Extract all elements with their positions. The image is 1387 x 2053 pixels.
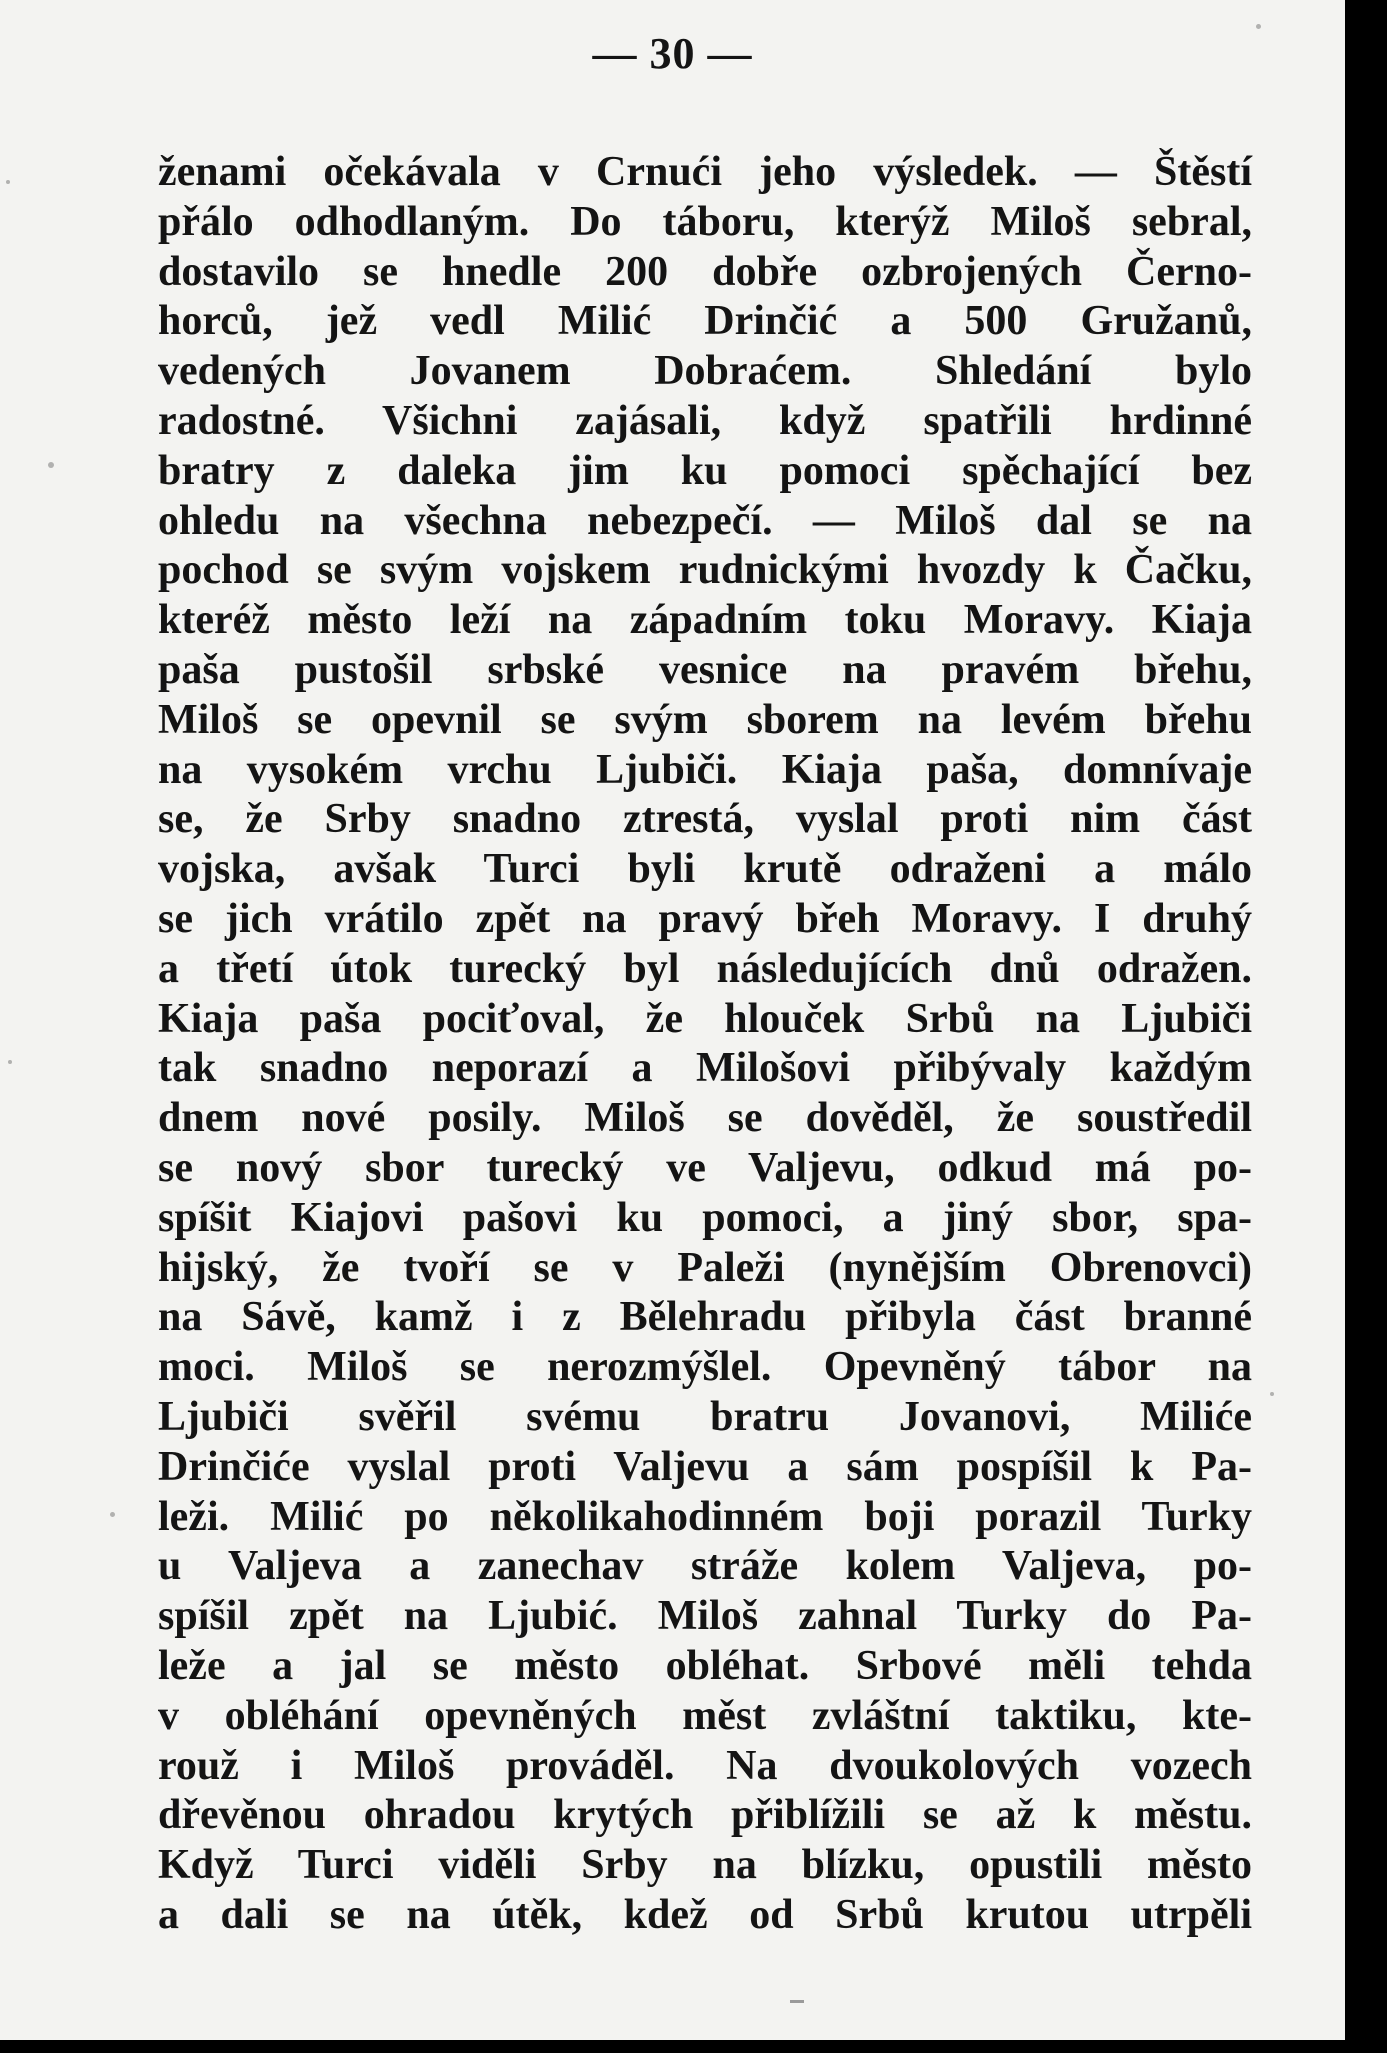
text-line: spíšil zpět na Ljubić. Miloš zahnal Turky do Pa- <box>158 1593 1252 1640</box>
text-line: Ljubiči svěřil svému bratru Jovanovi, Miliće <box>158 1393 1252 1440</box>
text-line: spíšit Kiajovi pašovi ku pomoci, a jiný sbor, spa- <box>158 1194 1252 1241</box>
text-line: dnem nové posily. Miloš se dověděl, že soustředil <box>158 1095 1252 1142</box>
text-line: přálo odhodlaným. Do táboru, kterýž Miloš sebral, <box>158 198 1252 245</box>
text-line: dostavilo se hnedle 200 dobře ozbrojených Černo- <box>158 248 1252 295</box>
text-line: kteréž město leží na západním toku Moravy. Kiaja <box>158 597 1252 644</box>
text-line: dřevěnou ohradou krytých přiblížili se až k městu. <box>158 1792 1252 1839</box>
text-line: vojska, avšak Turci byli krutě odraženi a málo <box>158 846 1252 893</box>
text-line: se nový sbor turecký ve Valjevu, odkud má po- <box>158 1144 1252 1191</box>
text-line: leži. Milić po několikahodinném boji porazil Turky <box>158 1493 1252 1540</box>
text-line: rouž i Miloš prováděl. Na dvoukolových vozech <box>158 1742 1252 1789</box>
text-line: paša pustošil srbské vesnice na pravém břehu, <box>158 646 1252 693</box>
text-line: leže a jal se město obléhat. Srbové měli tehda <box>158 1642 1252 1689</box>
text-line: u Valjeva a zanechav stráže kolem Valjeva, po- <box>158 1543 1252 1590</box>
print-speck <box>110 1512 115 1517</box>
print-speck <box>48 462 54 468</box>
print-speck <box>1256 24 1261 29</box>
text-line: Miloš se opevnil se svým sborem na levém břehu <box>158 696 1252 743</box>
text-line: pochod se svým vojskem rudnickými hvozdy k Čačku, <box>158 547 1252 594</box>
text-line: Kiaja paša pociťoval, že hlouček Srbů na Ljubiči <box>158 995 1252 1042</box>
text-line: bratry z daleka jim ku pomoci spěchající bez <box>158 447 1252 494</box>
text-line: a třetí útok turecký byl následujících dnů odražen. <box>158 945 1252 992</box>
text-line: na vysokém vrchu Ljubiči. Kiaja paša, domnívaje <box>158 746 1252 793</box>
text-line: tak snadno neporazí a Milošovi přibývaly každým <box>158 1045 1252 1092</box>
print-speck <box>1270 1392 1274 1396</box>
page-number: — 30 — <box>592 29 753 78</box>
text-line: radostné. Všichni zajásali, když spatřili hrdinné <box>158 397 1252 444</box>
text-line: ohledu na všechna nebezpečí. — Miloš dal se na <box>158 497 1252 544</box>
text-line: a dali se na útěk, kdež od Srbů krutou utrpěli <box>158 1891 1252 1938</box>
text-line: se jich vrátilo zpět na pravý břeh Moravy. I druhý <box>158 895 1252 942</box>
text-line: se, že Srby snadno ztrestá, vyslal proti nim část <box>158 796 1252 843</box>
text-line: hijský, že tvoří se v Paleži (nynějším Obrenovci) <box>158 1244 1252 1291</box>
text-line: moci. Miloš se nerozmýšlel. Opevněný tábor na <box>158 1344 1252 1391</box>
text-line: ženami očekávala v Crnući jeho výsledek. — Štěstí <box>158 149 1252 195</box>
text-line: horců, jež vedl Milić Drinčić a 500 Gružanů, <box>158 298 1252 345</box>
body-text <box>158 148 1252 1941</box>
text-line: Drinčiće vyslal proti Valjevu a sám pospíšil k Pa- <box>158 1443 1252 1490</box>
text-line: v obléhání opevněných měst zvláštní taktiku, kte- <box>158 1692 1252 1739</box>
print-speck <box>8 1060 12 1064</box>
text-line: Když Turci viděli Srby na blízku, opustili město <box>158 1842 1252 1889</box>
print-speck <box>6 180 10 184</box>
print-mark <box>790 2000 804 2003</box>
text-line: vedených Jovanem Dobraćem. Shledání bylo <box>158 348 1252 395</box>
text-line: na Sávě, kamž i z Bělehradu přibyla část branné <box>158 1294 1252 1341</box>
